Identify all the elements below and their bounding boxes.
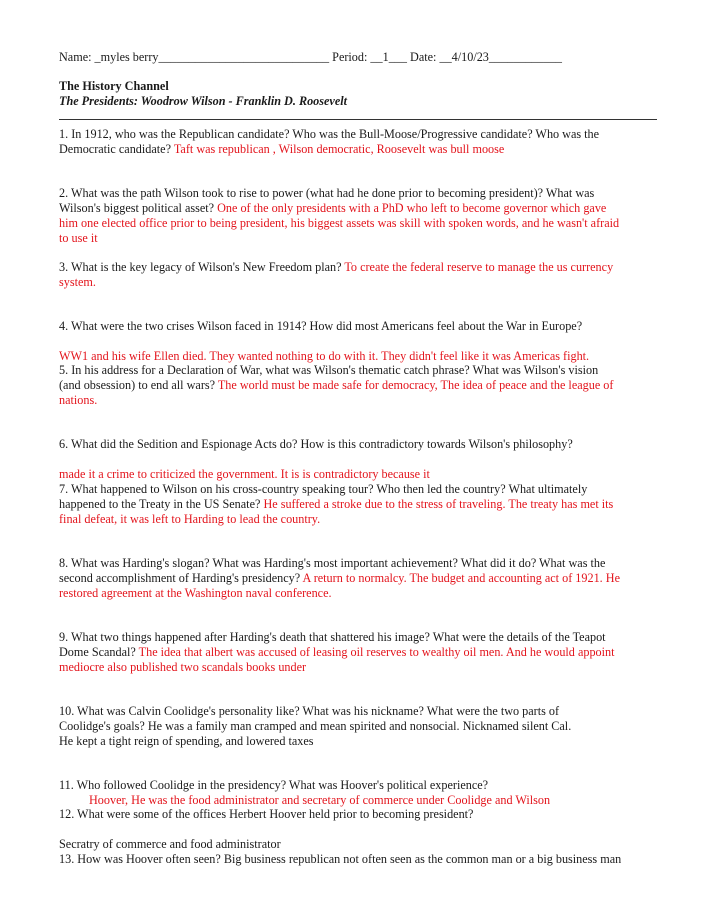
question-11-line-1: 11. Who followed Coolidge in the presidency? What was Hoover's political experience? — [59, 778, 489, 792]
question-3-text: 3. What is the key legacy of Wilson's New Freedom plan? — [59, 260, 342, 274]
question-8-line-1: 8. What was Harding's slogan? What was Harding's most important achievement? What did it do? What was the — [59, 556, 606, 570]
question-9-line-1: 9. What two things happened after Harding's death that shattered his image? What were the details of the Teapot — [59, 630, 606, 644]
question-3-line-1 — [59, 260, 613, 275]
answer-6: made it a crime to criticized the government. It is is contradictory because it — [59, 467, 430, 481]
answer-8-line-2: restored agreement at the Washington naval conference. — [59, 586, 332, 600]
question-1-line-2 — [59, 142, 504, 157]
answer-7-line-2: final defeat, it was left to Harding to lead the country. — [59, 512, 321, 526]
question-5-line-1: 5. In his address for a Declaration of War, what was Wilson's thematic catch phrase? What was Wilson's vision — [59, 363, 599, 377]
question-8-text: second accomplishment of Harding's presidency? — [59, 571, 301, 585]
question-9-line-2 — [59, 645, 615, 660]
answer-8-part-2: . The budget and accounting act of 1921. He — [403, 571, 620, 585]
answer-5-line-2: nations. — [59, 393, 98, 407]
question-10-line-1: 10. What was Calvin Coolidge's personality like? What was his nickname? What were the two parts of — [59, 704, 560, 718]
question-8-line-2 — [59, 571, 620, 586]
header-divider — [59, 119, 657, 120]
question-5-line-2 — [59, 378, 613, 393]
worksheet-subtitle: The Presidents: Woodrow Wilson - Franklin D. Roosevelt — [59, 94, 348, 108]
answer-4: WW1 and his wife Ellen died. They wanted nothing to do with it. They didn't feel like it was Americas fight. — [59, 349, 590, 363]
answer-8-part-1: A return to normalcy — [300, 571, 404, 585]
question-4-line-1: 4. What were the two crises Wilson faced in 1914? How did most Americans feel about the War in Europe? — [59, 319, 583, 333]
answer-3-part-1: To create the federal reserve to manage the us currency — [341, 260, 614, 274]
answer-2-line-2: him one elected office prior to being president, his biggest assets was skill with spoken words, and he wasn't afraid — [59, 216, 620, 230]
answer-7-part-1: He suffered a stroke due to the stress of traveling — [260, 497, 503, 511]
question-12-line-1: 12. What were some of the offices Herbert Hoover held prior to becoming president? — [59, 807, 474, 821]
question-2-text: Wilson's biggest political asset? — [59, 201, 215, 215]
answer-5-part-1: The world must be made safe for democracy, The idea of peace and the league of — [215, 378, 614, 392]
name-period-date-line: Name: _myles berry____________________________ Period: __1___ Date: __4/10/23____________ — [59, 50, 563, 64]
question-7-text: happened to the Treaty in the US Senate? — [59, 497, 261, 511]
question-6-line-1: 6. What did the Sedition and Espionage Acts do? How is this contradictory towards Wilson's philosophy? — [59, 437, 573, 451]
answer-9-line-2: mediocre also published two scandals books under — [59, 660, 307, 674]
question-1-line-1: 1. In 1912, who was the Republican candidate? Who was the Bull-Moose/Progressive candidate? Who was the — [59, 127, 600, 141]
answer-1: Taft was republican , Wilson democratic, Roosevelt was bull moose — [171, 142, 505, 156]
question-2-line-2 — [59, 201, 606, 216]
answer-2-part-1: One of the only presidents with a PhD who left to become governor which gave — [214, 201, 607, 215]
answer-2-line-3: to use it — [59, 231, 98, 245]
course-title: The History Channel — [59, 79, 169, 93]
question-7-line-2 — [59, 497, 613, 512]
question-10-line-3: He kept a tight reign of spending, and lowered taxes — [59, 734, 314, 748]
answer-3-line-2: system. — [59, 275, 96, 289]
question-7-line-1: 7. What happened to Wilson on his cross-country speaking tour? Who then led the country? What ultimately — [59, 482, 588, 496]
question-1-text: Democratic candidate? — [59, 142, 171, 156]
question-10-line-2: Coolidge's goals? He was a family man cramped and mean spirited and nonsocial. Nicknamed silent Cal. — [59, 719, 572, 733]
answer-11: Hoover, He was the food administrator and secretary of commerce under Coolidge and Wilson — [89, 793, 551, 807]
question-5-text: (and obsession) to end all wars? — [59, 378, 216, 392]
question-13-line-1: 13. How was Hoover often seen? Big business republican not often seen as the common man or a big business man — [59, 852, 622, 866]
answer-12: Secratry of commerce and food administrator — [59, 837, 281, 851]
question-9-text: Dome Scandal? — [59, 645, 136, 659]
answer-9-part-1: The idea that albert was accused of leasing oil reserves to wealthy oil men. And he would appoint — [135, 645, 615, 659]
question-2-line-1: 2. What was the path Wilson took to rise to power (what had he done prior to becoming president)? What was — [59, 186, 595, 200]
answer-7-part-2: . The treaty has met its — [502, 497, 614, 511]
